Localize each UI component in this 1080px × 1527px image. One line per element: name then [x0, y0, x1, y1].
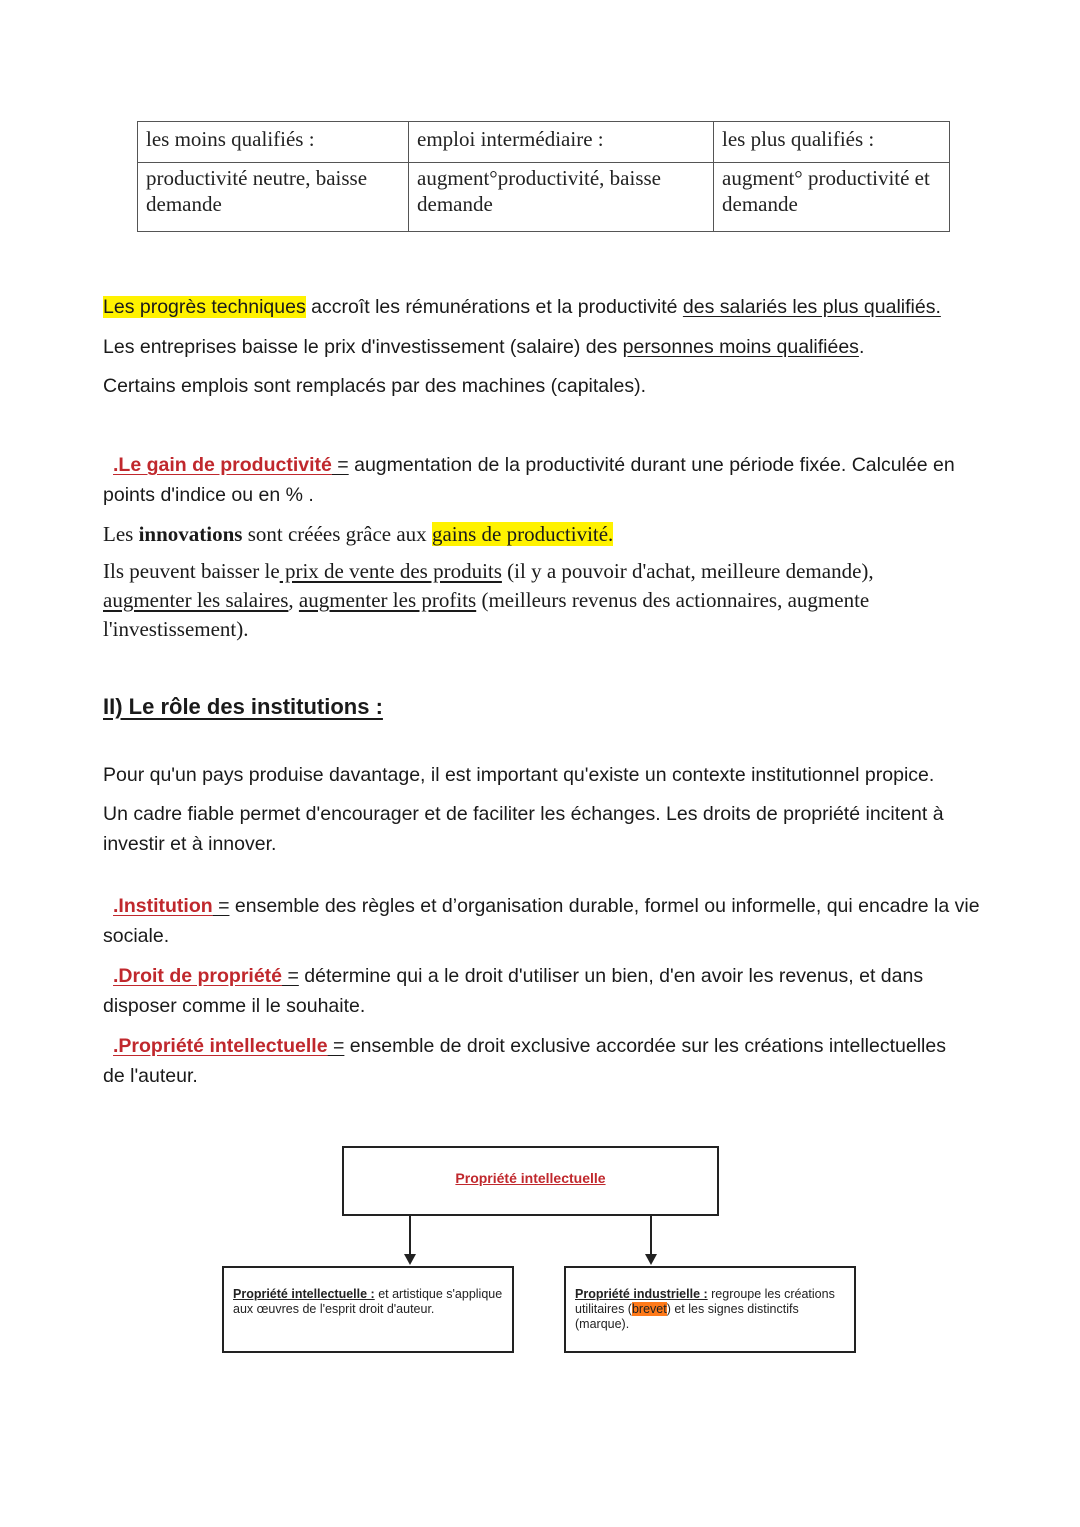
highlight-text: Les progrès techniques [103, 296, 306, 318]
equals-sign: = [282, 965, 299, 987]
equals-sign: = [331, 454, 349, 476]
text: Ils peuvent baisser le [103, 559, 280, 583]
framework-paragraph: Un cadre fiable permet d'encourager et de faciliter les échanges. Les droits de propriété incitent à investir et à innover. [103, 803, 944, 855]
box-title: Propriété industrielle : [575, 1287, 708, 1301]
underlined-text: augmenter les profits [298, 588, 477, 612]
definition-text: détermine qui a le droit d'utiliser un bien, d'en avoir les revenus, et dans disposer comme il le souhaite. [103, 965, 924, 1017]
table-cell: productivité neutre, baisse demande [138, 163, 409, 232]
underlined-text: augmenter les salaires [103, 588, 289, 612]
equals-sign: = [212, 895, 230, 917]
section-heading: II) Le rôle des institutions : [103, 694, 383, 719]
text: accroît les rémunérations et la productivité [305, 296, 683, 318]
box-title: Propriété intellectuelle : [233, 1287, 375, 1301]
table-header-cell: les moins qualifiés : [138, 122, 409, 163]
text: sont créées grâce aux [242, 522, 432, 546]
highlight-text: brevet [631, 1302, 667, 1316]
definition-text: augmentation de la productivité durant une période fixée. Calculée en points d'indice ou en % . [103, 454, 955, 506]
institution-context-paragraph: Pour qu'un pays produise davantage, il est important qu'existe un contexte institutionnel propice. [103, 764, 935, 786]
highlight-text: gains de productivité. [431, 522, 614, 546]
definition-term: .Le gain de productivité [113, 454, 332, 476]
definition-term: .Institution [113, 895, 213, 917]
definition-term: .Droit de propriété [113, 965, 283, 987]
definition-text: ensemble de droit exclusive accordée sur les créations intellectuelles de l'auteur. [103, 1035, 946, 1087]
text: Les [103, 522, 139, 546]
text: Les entreprises baisse le prix d'investissement (salaire) des [103, 336, 623, 358]
left-box-text [233, 1287, 504, 1317]
text: . [858, 336, 865, 358]
text: (il y a pouvoir d'achat, meilleure demande), [501, 559, 874, 583]
diagram-root-label: Propriété intellectuelle [455, 1170, 606, 1186]
diagram-left-box [222, 1266, 514, 1353]
diagram-right-box [564, 1266, 856, 1353]
box-text: ) et les signes distinctifs (marque). [575, 1302, 799, 1331]
definition-term: .Propriété intellectuelle [113, 1035, 328, 1057]
machines-paragraph: Certains emplois sont remplacés par des machines (capitales). [103, 375, 646, 397]
underlined-text: des salariés les plus qualifiés. [682, 296, 941, 318]
text: (meilleurs revenus des actionnaires, augmente l'investissement). [103, 588, 870, 641]
table-header-cell: emploi intermédiaire : [409, 122, 714, 163]
underlined-text: prix de vente des produits [279, 559, 502, 583]
box-text: regroupe les créations utilitaires ( [575, 1287, 835, 1316]
right-box-text [575, 1287, 846, 1332]
arrow-down-icon [404, 1254, 416, 1265]
table-cell: augment°productivité, baisse demande [409, 163, 714, 232]
table-header-cell: les plus qualifiés : [714, 122, 950, 163]
text: , [288, 588, 299, 612]
underlined-text: personnes moins qualifiées [622, 336, 859, 358]
bold-text: innovations [138, 522, 243, 546]
arrow-down-icon [645, 1254, 657, 1265]
box-text: et artistique s'applique aux œuvres de l'esprit droit d'auteur. [233, 1287, 503, 1316]
equals-sign: = [327, 1035, 345, 1057]
table-cell: augment° productivité et demande [714, 163, 950, 232]
definition-text: ensemble des règles et d’organisation durable, formel ou informelle, qui encadre la vie sociale. [103, 895, 980, 947]
